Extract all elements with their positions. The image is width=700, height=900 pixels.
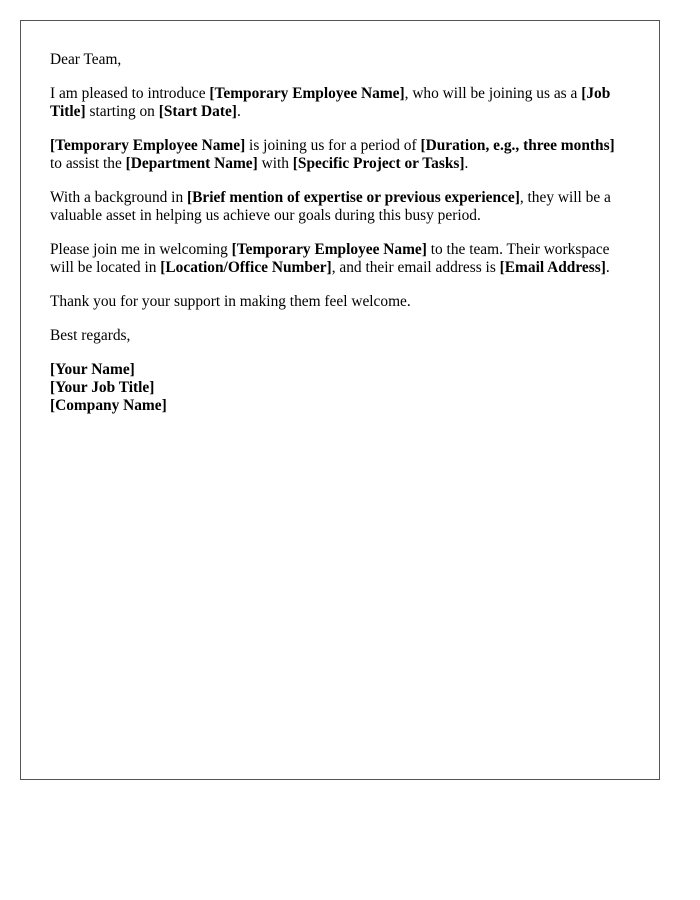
letter-text: With a background in [50, 189, 188, 206]
placeholder-field: [Temporary Employee Name] [209, 85, 405, 102]
letter-text: . [605, 259, 610, 276]
placeholder-field: [Temporary Employee Name] [50, 137, 246, 154]
letter-paragraph-background [50, 189, 630, 225]
letter-text: I am pleased to introduce [50, 85, 210, 102]
placeholder-field: [Brief mention of expertise or previous experience] [187, 189, 520, 206]
letter-paragraph-thanks [50, 293, 630, 311]
placeholder-field: [Location/Office Number] [160, 259, 332, 276]
letter-text: , who will be joining us as a [404, 85, 582, 102]
letter-frame [20, 20, 660, 780]
letter-text: , they will be a valuable asset in helping us achieve our goals during this busy period. [50, 189, 611, 224]
letter-text: starting on [85, 103, 159, 120]
placeholder-field: [Specific Project or Tasks] [292, 155, 465, 172]
letter-text: to the team. Their workspace will be located in [50, 241, 610, 276]
letter-text: . [464, 155, 469, 172]
letter-text: to assist the [50, 155, 126, 172]
letter-text: Thank you for your support in making them feel welcome. [50, 293, 411, 310]
letter-text: with [257, 155, 293, 172]
letter-text: Please join me in welcoming [50, 241, 232, 258]
placeholder-field: [Duration, e.g., three months] [420, 137, 615, 154]
placeholder-field: [Start Date] [158, 103, 237, 120]
signature-job-title: [Your Job Title] [50, 379, 155, 396]
letter-text: , and their email address is [331, 259, 500, 276]
signature-company: [Company Name] [50, 397, 167, 414]
placeholder-field: [Temporary Employee Name] [231, 241, 427, 258]
signature-name: [Your Name] [50, 361, 135, 378]
letter-paragraph-welcome [50, 241, 630, 277]
letter-text: . [236, 103, 241, 120]
letter-closing: Best regards, [50, 327, 131, 344]
placeholder-field: [Email Address] [499, 259, 606, 276]
letter-text: is joining us for a period of [245, 137, 421, 154]
signature-block [50, 361, 630, 415]
placeholder-field: [Department Name] [125, 155, 258, 172]
letter-paragraph-intro [50, 85, 630, 121]
letter-paragraph-duration [50, 137, 630, 173]
placeholder-field: [Job Title] [50, 85, 611, 120]
letter-greeting: Dear Team, [50, 51, 122, 68]
